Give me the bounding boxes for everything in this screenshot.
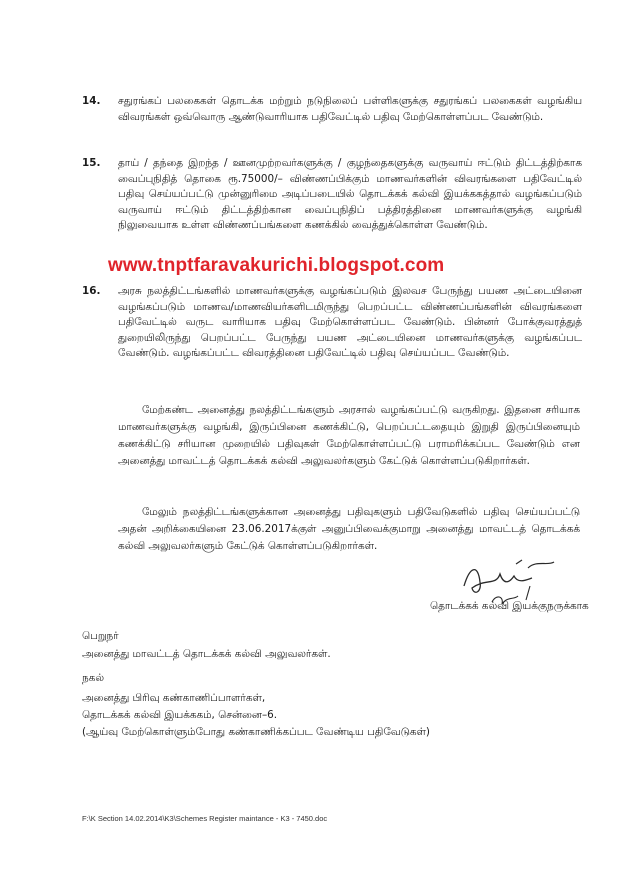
recipient-line: அனைத்து மாவட்டத் தொடக்கக் கல்வி அலுவலர்கள். <box>82 648 331 660</box>
signatory-designation: தொடக்கக் கல்வி இயக்குநருக்காக <box>430 600 589 612</box>
copy-line-1: அனைத்து பிரிவு கண்காணிப்பாளர்கள், <box>82 692 266 704</box>
closing-paragraph-1: மேற்கண்ட அனைத்து நலத்திட்டங்களும் அரசால் வழங்கப்பட்டு வருகிறது. இதனை சரியாக மாணவர்களுக்கு வழங்கி, இருப்பினை கணக்கிட்டு, பெறப்பட்டதையும் இறுதி இருப்பினையும் கணக்கிட்டு சரியான முறையில் பதிவுகள் மேற்கொள்ளப்பட்டு பராமரிக்கப்பட வேண்டும் என அனைத்து மாவட்டத் தொடக்கக் கல்வி அலுவலர்களும் கேட்டுக் கொள்ளப்படுகிறார்கள். <box>118 404 580 467</box>
item-number: 16. <box>82 285 101 297</box>
recipient-label: பெறுநர் <box>82 630 119 642</box>
item-number: 14. <box>82 95 101 107</box>
copy-label: நகல் <box>82 672 104 684</box>
watermark-url: www.tnptfaravakurichi.blogspot.com <box>108 255 445 276</box>
item-text: தாய் / தந்தை இறந்த / ஊனமுற்றவர்களுக்கு / குழந்தைகளுக்கு வருவாய் ஈட்டும் திட்டத்திற்காக வைப்புநிதித் தொகை ரூ.75000/– விண்ணப்பிக்கும் மாணவர்களின் விவரங்களை பதிவேட்டில் பதிவு செய்யப்பட்டு முன்னுரிமை அடிப்படையில் தொடக்கக் கல்வி இயக்ககத்தால் வழங்கப்படும் வருவாய் ஈட்டும் திட்டத்திற்கான வைப்புநிதிப் பத்திரத்தினை மாணவர்களுக்கு வழங்கி நிலுவையாக உள்ள விண்ணப்பங்களை கணக்கில் வைத்துக்கொள்ள வேண்டும். <box>118 157 582 232</box>
item-text: சதுரங்கப் பலகைகள் தொடக்க மற்றும் நடுநிலைப் பள்ளிகளுக்கு சதுரங்கப் பலகைகள் வழங்கிய விவரங்கள் ஒவ்வொரு ஆண்டுவாரியாக பதிவேட்டில் பதிவு மேற்கொள்ளப்பட வேண்டும். <box>118 95 582 123</box>
copy-line-3: (ஆய்வு மேற்கொள்ளும்போது கண்காணிக்கப்பட வேண்டிய பதிவேடுகள்) <box>82 726 430 738</box>
copy-line-2: தொடக்கக் கல்வி இயக்ககம், சென்னை–6. <box>82 709 278 721</box>
closing-paragraph-2: மேலும் நலத்திட்டங்களுக்கான அனைத்து பதிவுகளும் பதிவேடுகளில் பதிவு செய்யப்பட்டு அதன் அறிக்கையினை 23.06.2017க்குள் அனுப்பிவைக்குமாறு அனைத்து மாவட்டத் தொடக்கக் கல்வி அலுவலர்களும் கேட்டுக் கொள்ளப்படுகிறார்கள். <box>118 506 580 552</box>
file-path-footer: F:\K Section 14.02.2014\K3\Schemes Register maintance - K3 - 7450.doc <box>82 814 328 823</box>
item-number: 15. <box>82 157 101 169</box>
item-text: அரசு நலத்திட்டங்களில் மாணவர்களுக்கு வழங்கப்படும் இலவச பேருந்து பயண அட்டையினை வழங்கப்படும் மாணவ/மாணவியர்களிடமிருந்து பெறப்பட்ட விண்ணப்பங்களின் விவரங்களை பதிவேட்டில் வருட வாரியாக பதிவு மேற்கொள்ளப்பட வேண்டும். பின்னர் போக்குவரத்துத் துறையிலிருந்து பெறப்பட்ட பேருந்து பயண அட்டையினை மாணவர்களுக்கு வழங்கப்பட வேண்டும். வழங்கப்பட்ட விவரத்தினை பதிவேட்டில் பதிவு செய்யப்பட வேண்டும். <box>118 285 582 360</box>
